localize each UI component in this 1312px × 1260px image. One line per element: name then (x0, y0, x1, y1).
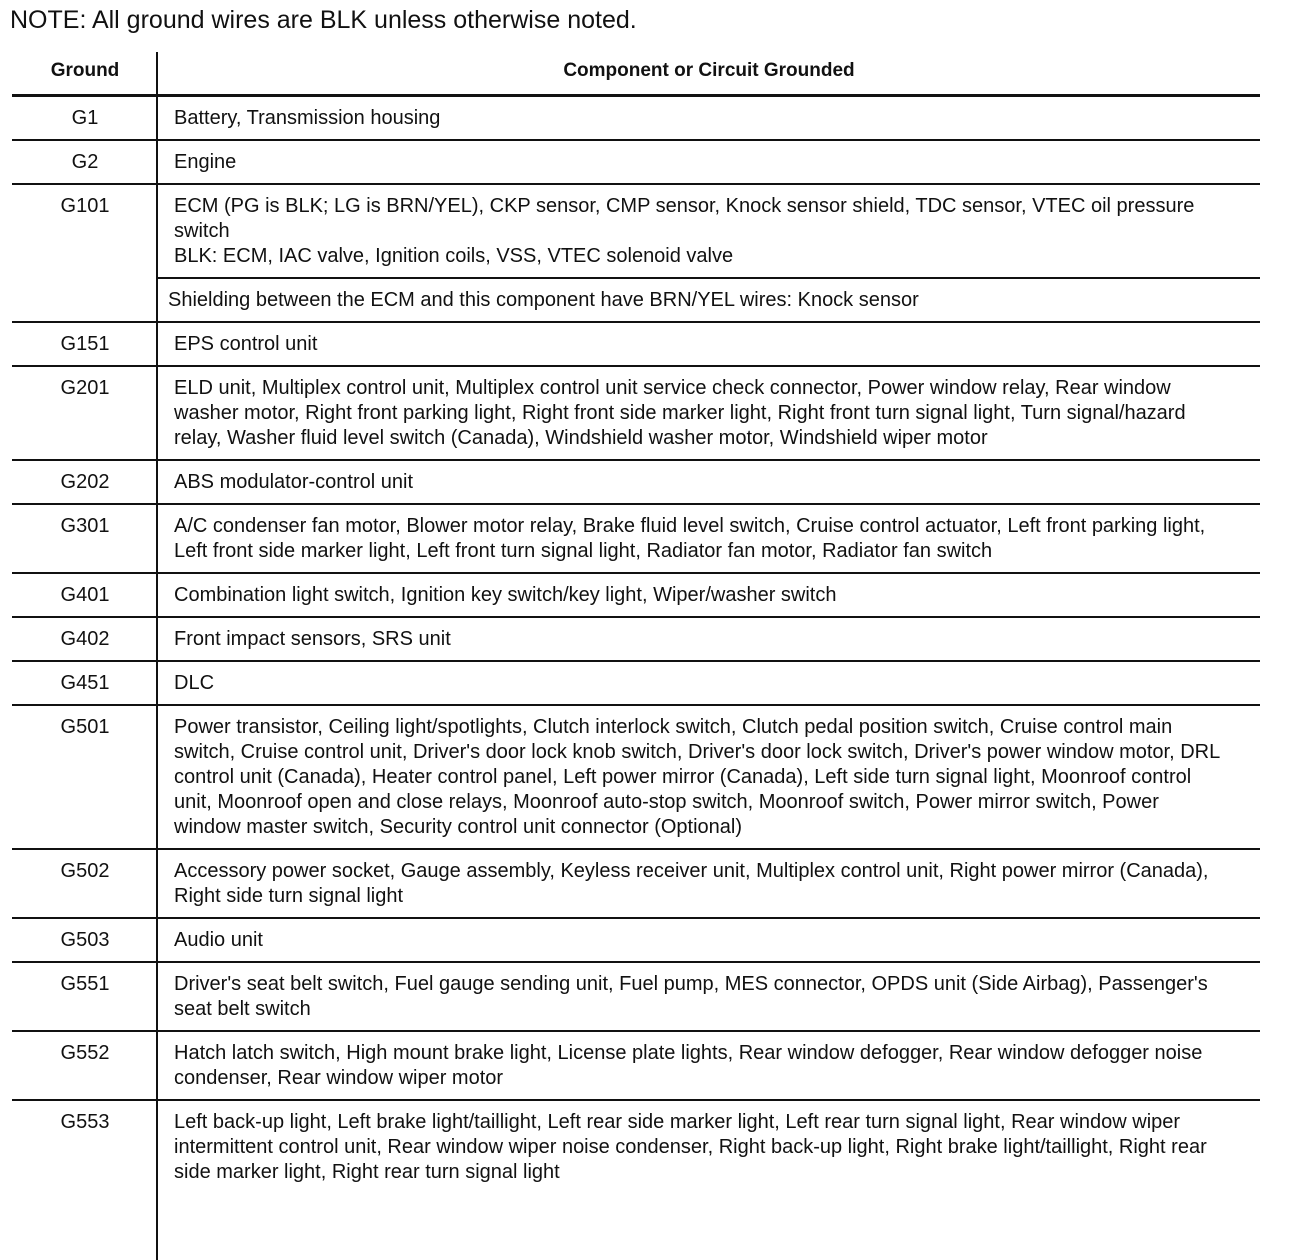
component-list (158, 574, 1260, 616)
component-list (158, 185, 1260, 277)
component-text: A/C condenser fan motor, Blower motor relay, Brake fluid level switch, Cruise control actuator, Left front parking light, Left front side marker light, Left front turn signal light, Radiator fan motor, Radiator fan switch (174, 515, 1206, 562)
component-text: ECM (PG is BLK; LG is BRN/YEL), CKP sensor, CMP sensor, Knock sensor shield, TDC sensor, VTEC oil pressure switch (174, 195, 1195, 242)
component-list (158, 662, 1260, 704)
component-list (158, 323, 1260, 365)
table-row (12, 706, 1260, 850)
row-content (12, 850, 1260, 919)
row-content (12, 706, 1260, 850)
ground-id: G501 (60, 716, 110, 738)
component-text: Audio unit (174, 929, 263, 951)
component-text: ABS modulator-control unit (174, 471, 414, 493)
table-row (12, 963, 1260, 1032)
shielding-note: Shielding between the ECM and this component have BRN/YEL wires: Knock sensor (158, 277, 1260, 321)
component-list (158, 367, 1260, 459)
row-content (12, 1032, 1260, 1101)
component-text: Accessory power socket, Gauge assembly, Keyless receiver unit, Multiplex control unit, Right power mirror (Canada), Right side turn signal light (174, 860, 1209, 907)
ground-id: G553 (60, 1111, 110, 1133)
component-text: Battery, Transmission housing (174, 107, 441, 129)
component-list (158, 706, 1260, 848)
ground-id: G1 (71, 107, 99, 129)
component-list (158, 963, 1260, 1030)
ground-id: G552 (60, 1042, 110, 1064)
header-component: Component or Circuit Grounded (563, 60, 855, 81)
component-list (158, 1032, 1260, 1099)
table-row (12, 367, 1260, 461)
ground-id: G151 (60, 333, 110, 355)
row-content (12, 367, 1260, 461)
component-list (158, 97, 1260, 139)
table-row (12, 850, 1260, 919)
ground-id: G503 (60, 929, 110, 951)
component-list (158, 1101, 1260, 1193)
component-text: Driver's seat belt switch, Fuel gauge sending unit, Fuel pump, MES connector, OPDS unit (Side Airbag), Passenger's seat belt switch (174, 973, 1208, 1020)
row-content (12, 97, 1260, 141)
table-row (12, 919, 1260, 963)
table-row (12, 97, 1260, 141)
row-content (12, 185, 1260, 277)
table-row (12, 1032, 1260, 1101)
row-content (12, 461, 1260, 505)
component-text: DLC (174, 672, 215, 694)
ground-id: G402 (60, 628, 110, 650)
row-content (12, 963, 1260, 1032)
page-note: NOTE: All ground wires are BLK unless otherwise noted. (10, 6, 637, 34)
row-content (12, 574, 1260, 618)
header-ground: Ground (50, 60, 120, 81)
component-list (158, 919, 1260, 961)
ground-id: G551 (60, 973, 110, 995)
table-row (12, 323, 1260, 367)
component-text: Power transistor, Ceiling light/spotlights, Clutch interlock switch, Clutch pedal position switch, Cruise control main switch, Cruise control unit, Driver's door lock knob switch, Driver's door lock switch, Driver's power window motor, DRL control unit (Canada), Heater control panel, Left power mirror (Canada), Left side turn signal light, Moonroof control unit, Moonroof open and close relays, Moonroof auto-stop switch, Moonroof switch, Power mirror switch, Power window master switch, Security control unit connector (Optional) (174, 716, 1220, 838)
table-body (12, 97, 1260, 1193)
component-text: ELD unit, Multiplex control unit, Multiplex control unit service check connector, Power window relay, Rear window washer motor, Right front parking light, Right front side marker light, Right front turn signal light, Turn signal/hazard relay, Washer fluid level switch (Canada), Windshield washer motor, Windshield wiper motor (174, 377, 1186, 449)
component-text: Left back-up light, Left brake light/taillight, Left rear side marker light, Left rear turn signal light, Rear window wiper intermittent control unit, Rear window wiper noise condenser, Right back-up light, Right brake light/taillight, Right rear side marker light, Right rear turn signal light (174, 1111, 1207, 1183)
row-content (12, 662, 1260, 706)
component-text: Front impact sensors, SRS unit (174, 628, 451, 650)
row-content (12, 141, 1260, 185)
table-row (12, 662, 1260, 706)
ground-id: G502 (60, 860, 110, 882)
table-row (12, 1101, 1260, 1193)
component-text: Engine (174, 151, 237, 173)
row-content (12, 919, 1260, 963)
ground-id: G101 (60, 195, 110, 217)
component-text: Combination light switch, Ignition key switch/key light, Wiper/washer switch (174, 584, 837, 606)
component-list (158, 461, 1260, 503)
row-content (12, 505, 1260, 574)
row-content (12, 1101, 1260, 1193)
component-text: BLK: ECM, IAC valve, Ignition coils, VSS, VTEC solenoid valve (174, 245, 734, 267)
ground-table (12, 48, 1260, 1193)
table-row (12, 574, 1260, 618)
table-row (12, 505, 1260, 574)
ground-id: G201 (60, 377, 110, 399)
ground-id: G2 (71, 151, 99, 173)
row-content (12, 323, 1260, 367)
ground-id: G401 (60, 584, 110, 606)
ground-id: G301 (60, 515, 110, 537)
table-row (12, 141, 1260, 185)
table-row (12, 461, 1260, 505)
component-text: EPS control unit (174, 333, 318, 355)
table-row (12, 618, 1260, 662)
ground-id: G202 (60, 471, 110, 493)
table-header (12, 48, 1260, 97)
component-list (158, 850, 1260, 917)
ground-id: G451 (60, 672, 110, 694)
row-content (12, 618, 1260, 662)
component-text: Hatch latch switch, High mount brake light, License plate lights, Rear window defogger, Rear window defogger noise condenser, Rear window wiper motor (174, 1042, 1203, 1089)
component-list (158, 618, 1260, 660)
component-list (158, 505, 1260, 572)
table-row (12, 185, 1260, 323)
component-list (158, 141, 1260, 183)
